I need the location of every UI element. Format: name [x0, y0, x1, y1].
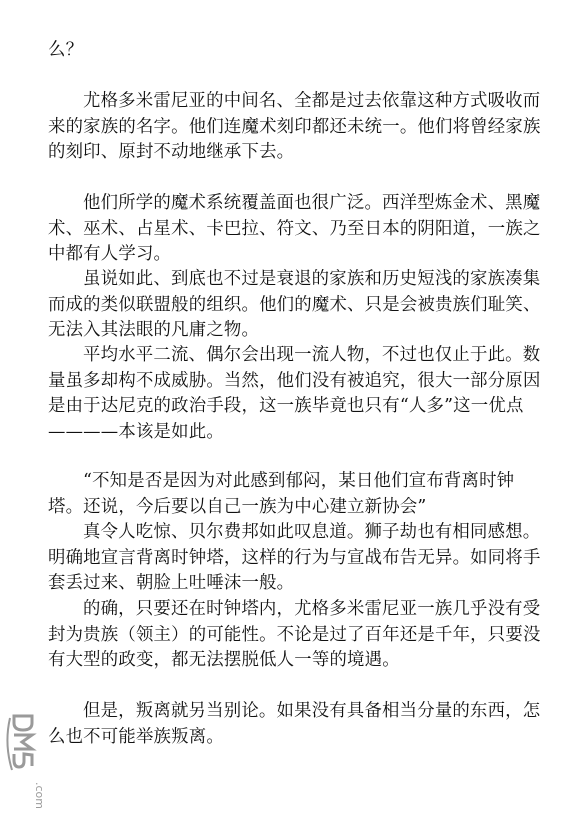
- dm5-watermark-logo: [8, 712, 46, 822]
- paragraph-0: 么？: [48, 40, 84, 60]
- paragraph-1: 尤格多米雷尼亚的中间名、全都是过去依靠这种方式吸收而来的家族的名字。他们连魔术刻印都还未统一。他们将曾经家族的刻印、原封不动地继承下去。: [48, 91, 541, 162]
- paragraph-3: 虽说如此、到底也不过是衰退的家族和历史短浅的家族凑集而成的类似联盟般的组织。他们的魔术、只是会被贵族们耻笑、无法入其法眼的凡庸之物。: [48, 269, 541, 340]
- paragraph-6: 真令人吃惊、贝尔费邦如此叹息道。狮子劫也有相同感想。明确地宣言背离时钟塔，这样的行为与宣战布告无异。如同将手套丢过来、朝脸上吐唾沫一般。: [48, 522, 541, 593]
- paragraph-2: 他们所学的魔术系统覆盖面也很广泛。西洋型炼金术、黑魔术、巫术、占星术、卡巴拉、符文、乃至日本的阴阳道，一族之中都有人学习。: [48, 193, 541, 264]
- paragraph-7: 的确，只要还在时钟塔内，尤格多米雷尼亚一族几乎没有受封为贵族（领主）的可能性。不论是过了百年还是千年，只要没有大型的政变，都无法摆脱低人一等的境遇。: [48, 599, 541, 670]
- paragraph-8: 但是，叛离就另当别论。如果没有具备相当分量的东西，怎么也不可能举族叛离。: [48, 701, 541, 747]
- watermark-suffix: .com: [33, 782, 46, 809]
- paragraph-4: 平均水平二流、偶尔会出现一流人物，不过也仅止于此。数量虽多却构不成威胁。当然，他们没有被追究，很大一部分原因是由于达尼克的政治手段，这一族毕竟也只有“人多”这一优点————本该是如此。: [48, 345, 541, 442]
- paragraph-5: “不知是否是因为对此感到郁闷，某日他们宣布背离时钟塔。还说，今后要以自己一族为中心建立新协会”: [48, 471, 515, 517]
